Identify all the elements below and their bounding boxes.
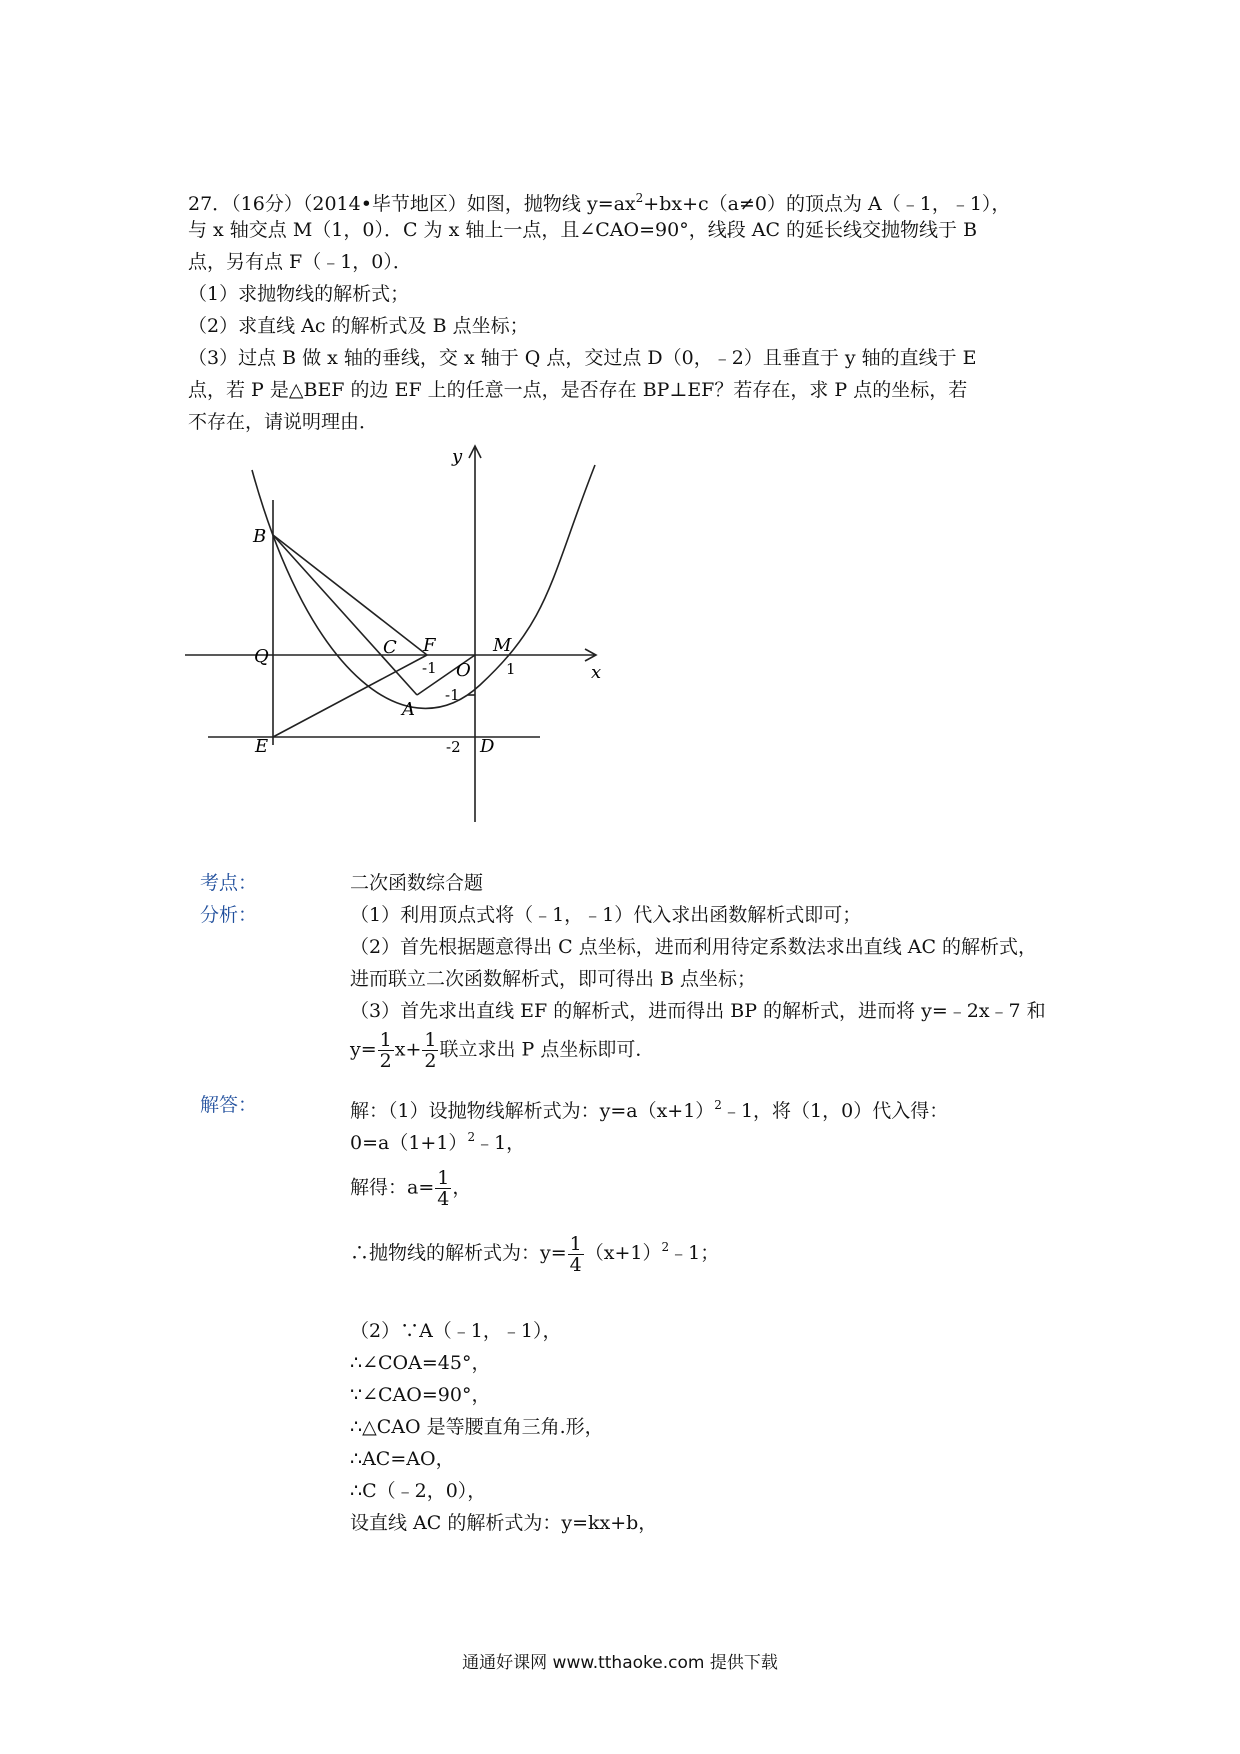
question-3-line-3: 不存在，请说明理由．: [188, 411, 379, 433]
question-2: （2）求直线 Ac 的解析式及 B 点坐标；: [188, 315, 529, 337]
problem-line-1: 27．（16分）（2014•毕节地区）如图，抛物线 $y=ax^2+bx+c(a\ne 0)$的顶点为 A（﹣1，﹣1），: [188, 191, 1011, 215]
jieda-step2-line-6: ∴C（﹣2，0），: [350, 1480, 487, 1502]
label-F: F: [423, 635, 436, 656]
fraction-half-2: $\frac{1}{2}$: [424, 1029, 437, 1072]
label-M: M: [493, 635, 512, 656]
parabola-figure: [180, 440, 610, 830]
label-x-axis: x: [591, 662, 602, 683]
problem-line-2: 与 x 轴交点 M（1，0）．C 为 x 轴上一点，且∠CAO=90°，线段 AC 的延长线交抛物线于 B: [188, 219, 978, 241]
question-1: （1）求抛物线的解析式；: [188, 283, 410, 305]
jieda-label: 解答：: [200, 1094, 258, 1116]
fenxi-line-1: （1）利用顶点式将（﹣1，﹣1）代入求出函数解析式即可；: [350, 904, 862, 926]
jieda-step2-line-2: ∴∠COA=45°，: [350, 1352, 491, 1374]
tick-label-y-neg2: -2: [446, 738, 461, 756]
fenxi-line-4: （3）首先求出直线 EF 的解析式，进而得出 BP 的解析式，进而将 y=﹣2x﹣7 和: [350, 1000, 1046, 1022]
jieda-step2-line-3: ∵∠CAO=90°，: [350, 1384, 491, 1406]
label-O: O: [456, 660, 471, 681]
fenxi-line-2: （2）首先根据题意得出 C 点坐标，进而利用待定系数法求出直线 AC 的解析式，: [350, 936, 1038, 958]
jieda-line-4: ∴抛物线的解析式为：y= $\frac{1}{4}$ $(x+1)^2﹣1$；: [350, 1232, 720, 1276]
label-y-axis: y: [452, 446, 463, 467]
problem-line-3: 点，另有点 F（﹣1，0）．: [188, 251, 412, 273]
jieda-step2-line-4: ∴△CAO 是等腰直角三角.形，: [350, 1416, 604, 1438]
jieda-line-2: $0=a(1+1)^2﹣1$，: [350, 1130, 526, 1154]
label-D: D: [480, 736, 495, 757]
page-footer: 通通好课网 www.tthaoke.com 提供下载: [462, 1653, 778, 1673]
fraction-quarter-2: $\frac{1}{4}$: [569, 1232, 582, 1276]
question-3-line-1: （3）过点 B 做 x 轴的垂线，交 x 轴于 Q 点，交过点 D（0，﹣2）且垂直于 y 轴的直线于 E: [188, 347, 977, 369]
question-3-line-2: 点，若 P 是△BEF 的边 EF 上的任意一点，是否存在 BP⊥EF？若存在，求 P 点的坐标，若: [188, 379, 968, 401]
kaodian-label: 考点：: [200, 872, 258, 894]
tick-label-y-neg1: -1: [445, 686, 460, 704]
jieda-line-3: 解得：a= $\frac{1}{4}$ ，: [350, 1167, 472, 1210]
fenxi-line-3: 进而联立二次函数解析式，即可得出 B 点坐标；: [350, 968, 757, 990]
fraction-half-1: $\frac{1}{2}$: [379, 1029, 392, 1072]
tick-label-x-1: 1: [506, 660, 516, 678]
label-Q: Q: [254, 646, 269, 667]
label-A: A: [402, 699, 415, 720]
label-B: B: [253, 526, 267, 547]
kaodian-text: 二次函数综合题: [350, 872, 484, 894]
jieda-step2-line-1: （2）∵A（﹣1，﹣1），: [350, 1320, 562, 1342]
segment-BF: [273, 535, 427, 655]
jieda-step2-line-5: ∴AC=AO，: [350, 1448, 455, 1470]
jieda-step2-line-7: 设直线 AC 的解析式为：y=kx+b，: [350, 1512, 658, 1534]
fraction-quarter-1: $\frac{1}{4}$: [437, 1167, 450, 1210]
jieda-line-1: 解：（1）设抛物线解析式为：$y=a(x+1)^2﹣1$，将（1，0）代入得：: [350, 1098, 949, 1122]
label-E: E: [255, 736, 269, 757]
label-C: C: [383, 637, 397, 658]
segment-EF: [273, 655, 427, 737]
fenxi-label: 分析：: [200, 904, 258, 926]
tick-label-x-neg1: -1: [422, 659, 437, 677]
fenxi-line-5: y= $\frac{1}{2}$ x+ $\frac{1}{2}$ 联立求出 P 点坐标即可．: [350, 1029, 655, 1072]
